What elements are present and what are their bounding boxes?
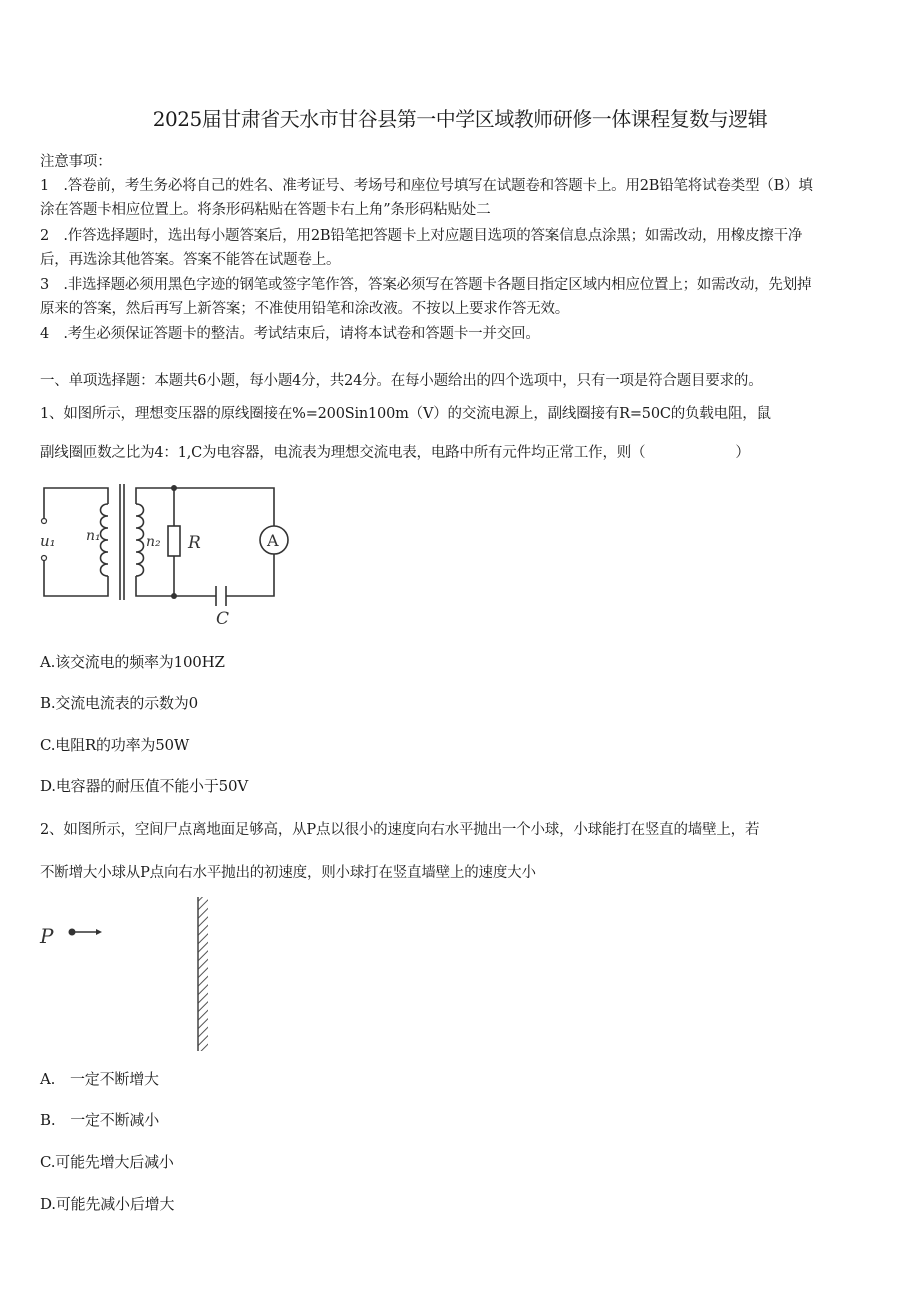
- notice-line: 3 .非选择题必须用黑色字迹的钢笔或签字笔作答，答案必须写在答题卡各题目指定区域内相应位置上；如需改动，先划掉: [40, 277, 812, 293]
- notice-line: 涂在答题卡相应位置上。将条形码粘贴在答题卡右上角”条形码粘贴处二: [40, 202, 491, 218]
- label-n2: n₂: [146, 534, 161, 550]
- label-point-p: P: [40, 924, 54, 948]
- question-2-text: 不断增大小球从P点向右水平抛出的初速度，则小球打在竖直墙壁上的速度大小: [40, 865, 536, 881]
- notice-line: 4 .考生必须保证答题卡的整洁。考试结束后，请将本试卷和答题卡一并交回。: [40, 326, 540, 342]
- velocity-arrow-head: [96, 929, 102, 935]
- question-2-option: C.可能先增大后减小: [40, 1153, 174, 1171]
- notice-line: 1 .答卷前，考生务必将自己的姓名、准考证号、考场号和座位号填写在试题卷和答题卡上。用2B铅笔将试卷类型（B）填: [40, 178, 813, 194]
- label-ammeter: A: [267, 531, 279, 550]
- question-1-option: A.该交流电的频率为100HZ: [40, 653, 225, 671]
- wall-hatching: [198, 897, 208, 1051]
- question-1-option: C.电阻R的功率为50W: [40, 736, 190, 754]
- label-u1: u₁: [40, 532, 56, 550]
- notice-heading: 注意事项：: [40, 154, 112, 170]
- transformer-circuit-figure: [36, 478, 296, 628]
- section-heading: 一、单项选择题：本题共6小题，每小题4分，共24分。在每小题给出的四个选项中，只有一项是符合题目要求的。: [40, 373, 763, 389]
- projectile-wall-figure: [36, 893, 226, 1053]
- notice-line: 后，再选涂其他答案。答案不能答在试题卷上。: [40, 252, 341, 268]
- question-1-text: 1、如图所示，理想变压器的原线圈接在%=200Sin100m（V）的交流电源上，副线圈接有R=50C的负载电阻，鼠: [40, 406, 771, 422]
- question-1-option: D.电容器的耐压值不能小于50V: [40, 777, 248, 795]
- question-2-option: D.可能先减小后增大: [40, 1195, 175, 1213]
- notice-line: 原来的答案，然后再写上新答案；不准使用铅笔和涂改液。不按以上要求作答无效。: [40, 301, 570, 317]
- question-2-option: A. 一定不断增大: [40, 1070, 159, 1088]
- question-2-text: 2、如图所示，空间尸点离地面足够高，从P点以很小的速度向右水平抛出一个小球，小球能打在竖直的墙壁上，若: [40, 822, 760, 838]
- question-1-bracket: ）: [735, 445, 750, 461]
- question-1-stem: 副线圈匝数之比为4：1,C为电容器，电流表为理想交流电表，电路中所有元件均正常工作，则（: [40, 445, 646, 461]
- notice-line: 2 .作答选择题时，选出每小题答案后，用2B铅笔把答题卡上对应题目选项的答案信息点涂黑；如需改动，用橡皮擦干净: [40, 228, 803, 244]
- label-capacitor: C: [216, 609, 230, 628]
- document-title: 2025届甘肃省天水市甘谷县第一中学区域教师研修一体课程复数与逻辑: [152, 107, 768, 131]
- label-n1: n₁: [86, 528, 101, 544]
- label-resistor: R: [188, 533, 201, 553]
- question-1-option: B.交流电流表的示数为0: [40, 694, 198, 712]
- question-2-option: B. 一定不断减小: [40, 1111, 159, 1129]
- question-1-text: [40, 441, 750, 462]
